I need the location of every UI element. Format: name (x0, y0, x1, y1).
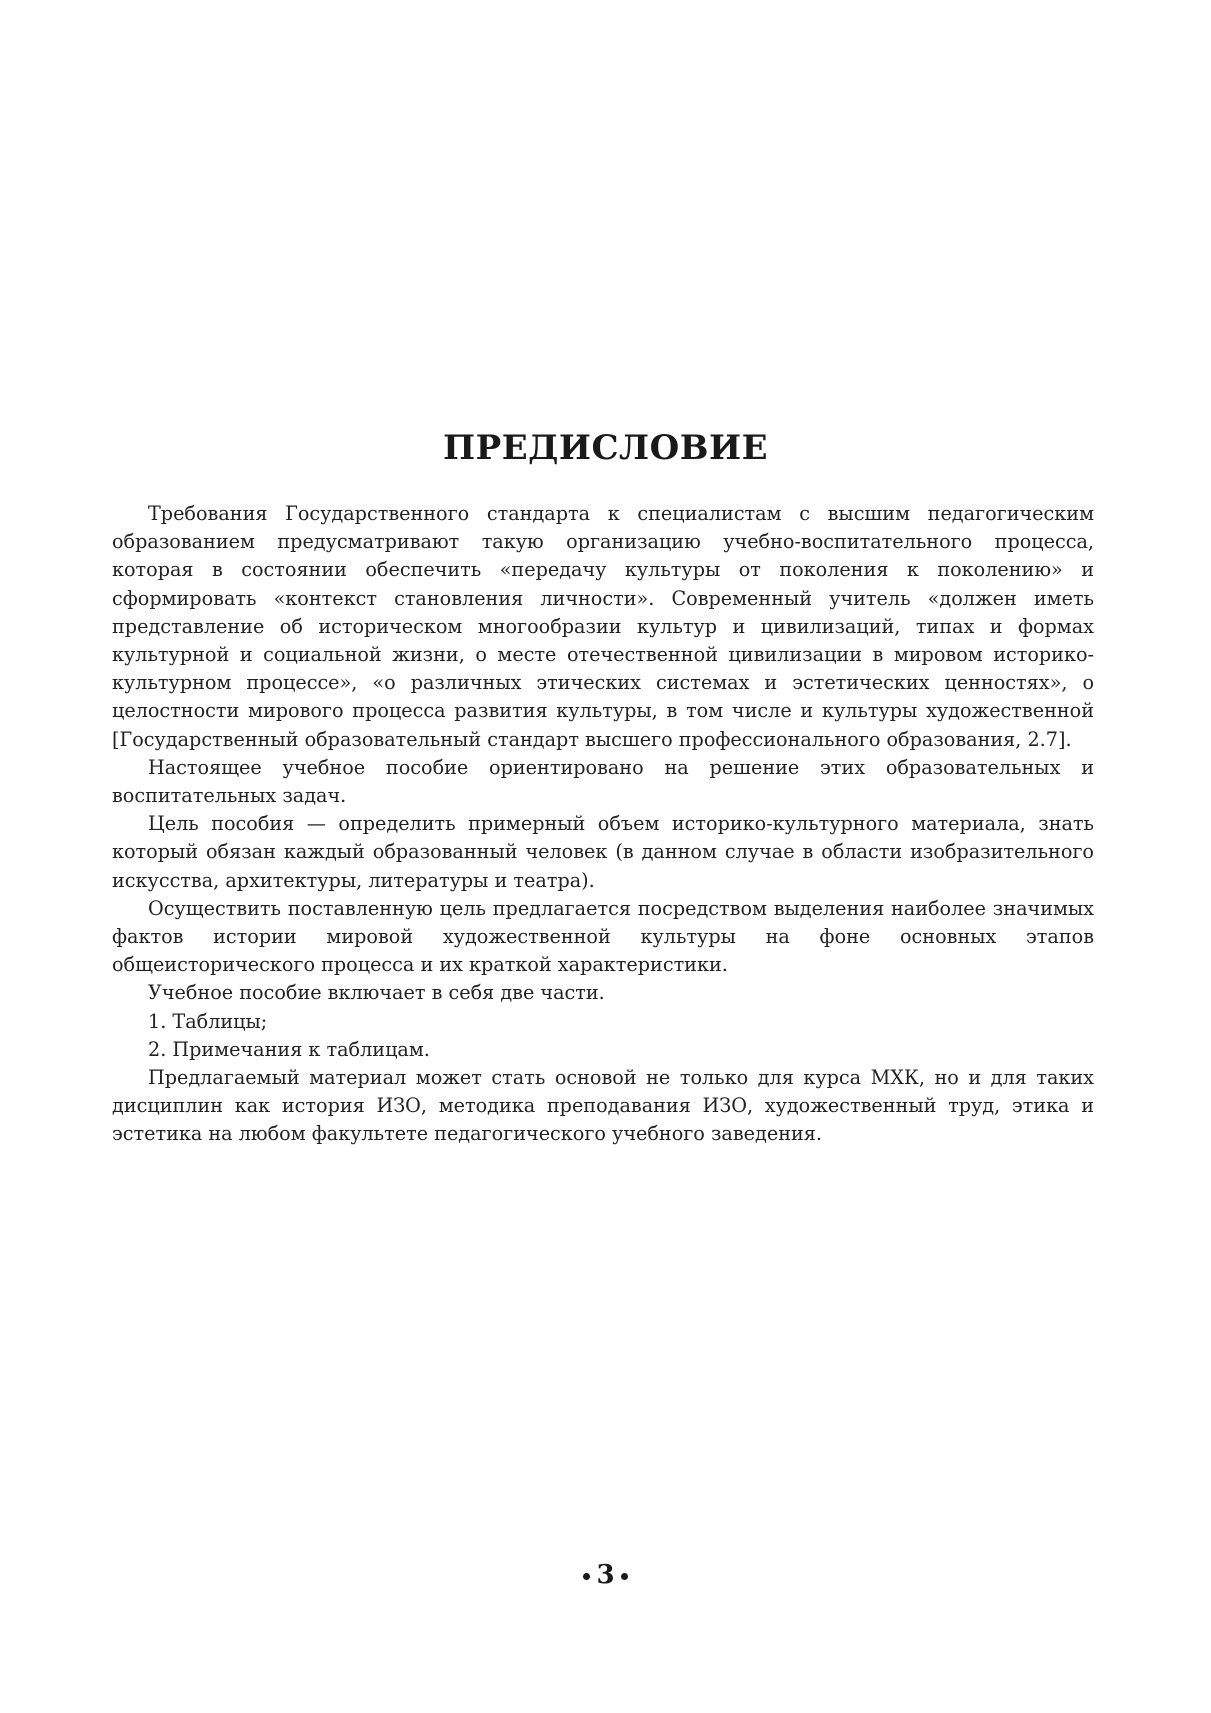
list-item-notes: 2. Примечания к таблицам. (148, 1037, 430, 1061)
bullet-dot-left (583, 1573, 590, 1580)
paragraph-1: Требования Государственного стандарта к специалистам с высшим педагогическим образованием предусматривают такую организацию учебно-воспитательного процесса, которая в состоянии обеспечить «передачу культуры от поколения к поколению» и сформировать «контекст становления личности». Современный учитель «должен иметь представление об историческом многообразии культур и цивилизаций, типах и формах культурной и социальной жизни, о месте отечественной цивилизации в мировом историко-культурном процессе», «о различных этических системах и эстетических ценностях», о целостности мирового процесса развития культуры, в том числе и культуры художественной [Государственный образовательный стандарт высшего профессионального образования, 2.7]. (112, 502, 1094, 751)
preface-body (112, 500, 1094, 1149)
bullet-dot-right (621, 1573, 628, 1580)
paragraph-4: Осуществить поставленную цель предлагается посредством выделения наиболее значимых фактов истории мировой художественной культуры на фоне основных этапов общеисторического процесса и их краткой характеристики. (112, 896, 1094, 977)
paragraph-3: Цель пособия — определить примерный объем историко-культурного материала, знать который обязан каждый образованный человек (в данном случае в области изобразительного искусства, архитектуры, литературы и театра). (112, 812, 1094, 892)
paragraph-5: Учебное пособие включает в себя две части. (148, 981, 605, 1005)
list-item-tables: 1. Таблицы; (148, 1009, 268, 1033)
paragraph-2: Настоящее учебное пособие ориентировано на решение этих образовательных и воспитательных задач. (112, 755, 1094, 808)
page-title: ПРЕДИСЛОВИЕ (443, 428, 768, 468)
page-number (0, 1560, 1211, 1590)
paragraph-6: Предлагаемый материал может стать основой не только для курса МХК, но и для таких дисциплин как история ИЗО, методика преподавания ИЗО, художественный труд, этика и эстетика на любом факультете педагогического учебного заведения. (112, 1066, 1094, 1146)
page-number-value: 3 (596, 1560, 615, 1590)
